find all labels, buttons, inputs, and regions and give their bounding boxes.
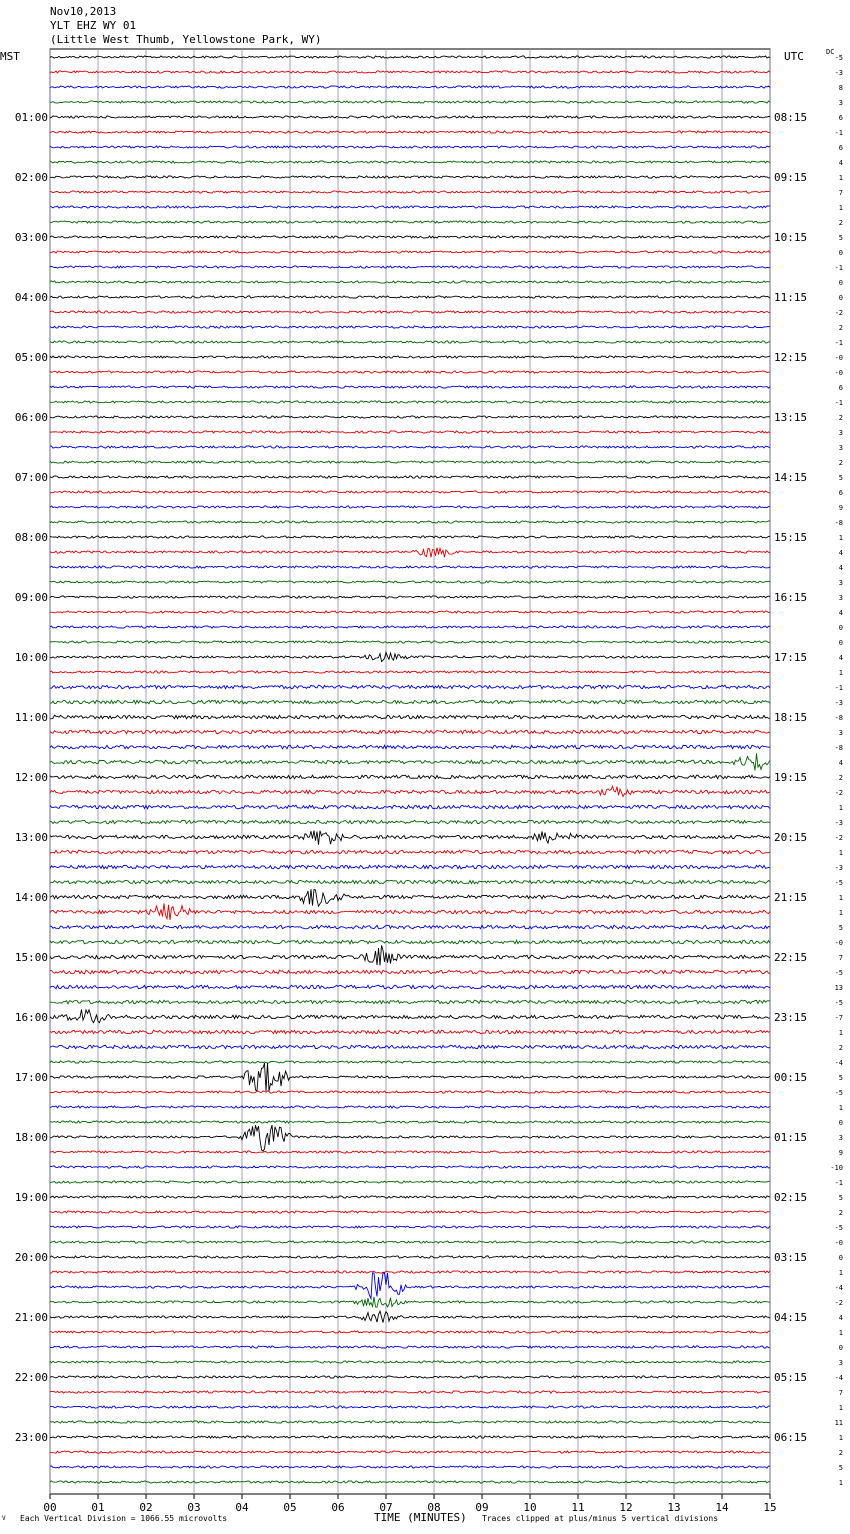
dc-offset-label: 3: [838, 444, 843, 452]
dc-offset-label: -5: [834, 969, 843, 977]
dc-offset-label: 1: [838, 1029, 843, 1037]
trace-row: [50, 191, 770, 193]
mst-hour-label: 18:00: [14, 1131, 48, 1144]
dc-offset-label: -5: [834, 1089, 843, 1097]
mst-hour-label: 14:00: [14, 891, 48, 904]
dc-offset-label: 6: [838, 489, 843, 497]
dc-offset-label: -1: [834, 339, 843, 347]
mst-hour-label: 09:00: [14, 591, 48, 604]
dc-offset-label: 1: [838, 204, 843, 212]
dc-offset-label: 6: [838, 144, 843, 152]
dc-offset-label: 2: [838, 459, 843, 467]
division-note: Each Vertical Division = 1066.55 microvolts: [20, 1514, 228, 1523]
trace-row: [50, 566, 770, 568]
chart-site: (Little West Thumb, Yellowstone Park, WY): [50, 33, 322, 46]
dc-offset-label: 1: [838, 1269, 843, 1277]
minute-tick-label: 01: [91, 1501, 105, 1514]
minute-tick-label: 03: [187, 1501, 201, 1514]
dc-offset-label: -1: [834, 399, 843, 407]
dc-offset-label: 13: [834, 984, 843, 992]
trace-row: [50, 985, 770, 989]
trace-row: [50, 1273, 770, 1299]
trace-row: [50, 446, 770, 448]
trace-row: [50, 131, 770, 133]
mst-hour-label: 06:00: [14, 411, 48, 424]
trace-row: [50, 266, 770, 268]
trace-row: [50, 1421, 770, 1423]
dc-offset-label: 1: [838, 174, 843, 182]
dc-offset-label: -10: [830, 1164, 843, 1172]
dc-offset-label: 9: [838, 1149, 843, 1157]
dc-offset-label: -3: [834, 699, 843, 707]
utc-hour-label: 06:15: [774, 1431, 808, 1444]
trace-row: [50, 146, 770, 148]
utc-hour-label: 22:15: [774, 951, 808, 964]
trace-row: [50, 311, 770, 313]
trace-row: [50, 945, 770, 965]
dc-offset-label: 5: [838, 1464, 843, 1472]
dc-offset-label: 4: [838, 549, 843, 557]
dc-offset-label: -2: [834, 789, 843, 797]
mst-hour-label: 12:00: [14, 771, 48, 784]
trace-row: [50, 903, 770, 920]
trace-row: [50, 176, 770, 178]
trace-row: [50, 1271, 770, 1273]
dc-offset-label: -5: [834, 999, 843, 1007]
utc-hour-label: 03:15: [774, 1251, 808, 1264]
mst-hour-label: 17:00: [14, 1071, 48, 1084]
mst-hour-label: 10:00: [14, 651, 48, 664]
minute-tick-label: 15: [763, 1501, 777, 1514]
chart-channel: YLT EHZ WY 01: [50, 19, 137, 32]
trace-row: [50, 548, 770, 558]
dc-offset-label: 1: [838, 894, 843, 902]
utc-hour-label: 18:15: [774, 711, 808, 724]
dc-offset-label: 3: [838, 1359, 843, 1367]
trace-row: [50, 940, 770, 944]
trace-row: [50, 386, 770, 388]
trace-row: [50, 596, 770, 598]
mst-hour-label: 07:00: [14, 471, 48, 484]
dc-offset-label: 2: [838, 324, 843, 332]
dc-offset-label: 5: [838, 1074, 843, 1082]
trace-row: [50, 536, 770, 538]
trace-row: [50, 296, 770, 298]
trace-row: [50, 775, 770, 779]
dc-offset-label: -3: [834, 819, 843, 827]
trace-row: [50, 1196, 770, 1198]
dc-offset-label: 0: [838, 279, 843, 287]
dc-offset-label: 4: [838, 564, 843, 572]
dc-offset-label: 9: [838, 504, 843, 512]
trace-row: [50, 341, 770, 343]
dc-offset-label: -0: [834, 939, 843, 947]
trace-row: [50, 700, 770, 704]
dc-offset-label: 8: [838, 84, 843, 92]
trace-row: [50, 1211, 770, 1213]
trace-row: [50, 1009, 770, 1022]
trace-row: [50, 805, 770, 809]
clipping-note: Traces clipped at plus/minus 5 vertical divisions: [482, 1514, 719, 1523]
trace-row: [50, 56, 770, 58]
dc-offset-label: 0: [838, 1119, 843, 1127]
trace-row: [50, 1481, 770, 1483]
trace-row: [50, 1181, 770, 1183]
dc-offset-label: 1: [838, 804, 843, 812]
trace-row: [50, 1226, 770, 1228]
trace-row: [50, 641, 770, 643]
trace-row: [50, 1331, 770, 1333]
mst-hour-label: 19:00: [14, 1191, 48, 1204]
dc-offset-label: 4: [838, 159, 843, 167]
trace-row: [50, 831, 770, 845]
trace-row: [50, 1045, 770, 1049]
dc-offset-label: 6: [838, 384, 843, 392]
dc-offset-label: -4: [834, 1059, 843, 1067]
dc-offset-label: 4: [838, 654, 843, 662]
dc-offset-label: 2: [838, 1209, 843, 1217]
trace-row: [50, 521, 770, 523]
trace-row: [50, 1311, 770, 1323]
dc-offset-label: -1: [834, 1179, 843, 1187]
trace-row: [50, 1466, 770, 1468]
trace-row: [50, 281, 770, 283]
utc-hour-label: 11:15: [774, 291, 808, 304]
trace-row: [50, 1256, 770, 1258]
dc-offset-label: -1: [834, 264, 843, 272]
dc-offset-label: -4: [834, 1374, 843, 1382]
dc-offset-label: 4: [838, 1314, 843, 1322]
dc-offset-label: -5: [834, 54, 843, 62]
mst-hour-label: 08:00: [14, 531, 48, 544]
dc-offset-label: -0: [834, 369, 843, 377]
utc-hour-label: 12:15: [774, 351, 808, 364]
dc-offset-label: -1: [834, 684, 843, 692]
trace-row: [50, 1361, 770, 1363]
dc-offset-label: 0: [838, 294, 843, 302]
dc-offset-label: -3: [834, 864, 843, 872]
utc-hour-label: 23:15: [774, 1011, 808, 1024]
utc-hour-label: 19:15: [774, 771, 808, 784]
mst-hour-label: 22:00: [14, 1371, 48, 1384]
dc-offset-label: 0: [838, 1344, 843, 1352]
minute-tick-label: 14: [715, 1501, 729, 1514]
minute-tick-label: 07: [379, 1501, 393, 1514]
trace-row: [50, 1346, 770, 1348]
trace-row: [50, 786, 770, 796]
minute-tick-label: 04: [235, 1501, 249, 1514]
minute-tick-label: 13: [667, 1501, 681, 1514]
dc-offset-label: 0: [838, 249, 843, 257]
trace-row: [50, 401, 770, 403]
dc-offset-label: 2: [838, 1044, 843, 1052]
dc-offset-label: 2: [838, 414, 843, 422]
trace-row: [50, 652, 770, 661]
trace-row: [50, 685, 770, 689]
utc-hour-label: 13:15: [774, 411, 808, 424]
dc-offset-label: 7: [838, 954, 843, 962]
dc-offset-label: 5: [838, 924, 843, 932]
trace-row: [50, 326, 770, 328]
dc-offset-label: 3: [838, 1134, 843, 1142]
dc-offset-label: -5: [834, 879, 843, 887]
trace-row: [50, 865, 770, 869]
chart-date: Nov10,2013: [50, 5, 117, 18]
trace-row: [50, 116, 770, 118]
trace-row: [50, 753, 770, 770]
trace-row: [50, 1121, 770, 1123]
dc-offset-label: -0: [834, 1239, 843, 1247]
trace-row: [50, 730, 770, 734]
dc-offset-label: -8: [834, 744, 843, 752]
minute-tick-label: 12: [619, 1501, 633, 1514]
time-axis-label: TIME (MINUTES): [374, 1511, 467, 1524]
utc-hour-label: 20:15: [774, 831, 808, 844]
dc-offset-label: -8: [834, 714, 843, 722]
dc-offset-label: 1: [838, 669, 843, 677]
mst-hour-label: 23:00: [14, 1431, 48, 1444]
trace-row: [50, 1376, 770, 1378]
mst-hour-label: 02:00: [14, 171, 48, 184]
minute-tick-label: 08: [427, 1501, 441, 1514]
dc-offset-label: -2: [834, 1299, 843, 1307]
utc-hour-label: 17:15: [774, 651, 808, 664]
dc-offset-label: 7: [838, 1389, 843, 1397]
trace-row: [50, 431, 770, 433]
trace-row: [50, 715, 770, 719]
dc-offset-label: 1: [838, 1404, 843, 1412]
dc-offset-label: 2: [838, 774, 843, 782]
utc-hour-label: 21:15: [774, 891, 808, 904]
dc-offset-label: 1: [838, 1434, 843, 1442]
trace-row: [50, 850, 770, 854]
trace-row: [50, 506, 770, 508]
trace-row: [50, 626, 770, 628]
utc-label: UTC: [784, 50, 804, 63]
trace-row: [50, 611, 770, 613]
dc-offset-label: 3: [838, 99, 843, 107]
dc-offset-label: -4: [834, 1284, 843, 1292]
dc-offset-label: 6: [838, 114, 843, 122]
trace-row: [50, 1241, 770, 1243]
dc-offset-label: -8: [834, 519, 843, 527]
trace-row: [50, 221, 770, 223]
minute-tick-label: 11: [571, 1501, 585, 1514]
minute-tick-label: 06: [331, 1501, 345, 1514]
trace-row: [50, 356, 770, 358]
dc-offset-label: 3: [838, 429, 843, 437]
trace-row: [50, 581, 770, 583]
mst-hour-label: 11:00: [14, 711, 48, 724]
trace-row: [50, 71, 770, 73]
trace-row: [50, 1030, 770, 1034]
trace-row: [50, 476, 770, 478]
trace-row: [50, 1063, 770, 1091]
minute-tick-label: 10: [523, 1501, 537, 1514]
dc-offset-label: 0: [838, 639, 843, 647]
utc-hour-label: 04:15: [774, 1311, 808, 1324]
trace-row: [50, 970, 770, 974]
trace-row: [50, 461, 770, 463]
trace-row: [50, 1297, 770, 1307]
utc-hour-label: 16:15: [774, 591, 808, 604]
minute-tick-label: 02: [139, 1501, 153, 1514]
dc-offset-label: 1: [838, 1104, 843, 1112]
utc-hour-label: 09:15: [774, 171, 808, 184]
version-label: V: [2, 1515, 6, 1522]
dc-offset-label: -5: [834, 1224, 843, 1232]
utc-hour-label: 14:15: [774, 471, 808, 484]
trace-row: [50, 251, 770, 253]
dc-offset-label: -2: [834, 834, 843, 842]
trace-row: [50, 371, 770, 373]
trace-row: [50, 491, 770, 493]
dc-offset-label: -7: [834, 1014, 843, 1022]
utc-hour-label: 02:15: [774, 1191, 808, 1204]
trace-row: [50, 161, 770, 163]
mst-hour-label: 15:00: [14, 951, 48, 964]
mst-hour-label: 13:00: [14, 831, 48, 844]
trace-row: [50, 1391, 770, 1393]
trace-row: [50, 1061, 770, 1063]
minute-tick-label: 05: [283, 1501, 297, 1514]
mst-hour-label: 05:00: [14, 351, 48, 364]
dc-offset-label: 5: [838, 234, 843, 242]
trace-row: [50, 86, 770, 88]
utc-hour-label: 15:15: [774, 531, 808, 544]
mst-hour-label: 20:00: [14, 1251, 48, 1264]
dc-offset-label: -0: [834, 354, 843, 362]
dc-offset-label: 5: [838, 1194, 843, 1202]
trace-row: [50, 416, 770, 418]
trace-row: [50, 1000, 770, 1004]
mst-hour-label: 01:00: [14, 111, 48, 124]
dc-offset-label: 2: [838, 1449, 843, 1457]
dc-offset-label: 1: [838, 849, 843, 857]
trace-row: [50, 1106, 770, 1108]
utc-hour-label: 05:15: [774, 1371, 808, 1384]
dc-offset-label: 3: [838, 594, 843, 602]
dc-offset-label: 4: [838, 759, 843, 767]
trace-row: [50, 1125, 770, 1151]
utc-hour-label: 10:15: [774, 231, 808, 244]
dc-offset-label: 5: [838, 474, 843, 482]
mst-hour-label: 04:00: [14, 291, 48, 304]
mst-hour-label: 21:00: [14, 1311, 48, 1324]
trace-row: [50, 1091, 770, 1093]
utc-hour-label: 01:15: [774, 1131, 808, 1144]
trace-row: [50, 236, 770, 238]
dc-offset-label: 11: [834, 1419, 843, 1427]
trace-row: [50, 889, 770, 906]
dc-offset-label: 0: [838, 624, 843, 632]
trace-row: [50, 820, 770, 823]
dc-offset-label: -1: [834, 129, 843, 137]
trace-row: [50, 206, 770, 208]
trace-row: [50, 1406, 770, 1408]
dc-offset-label: 0: [838, 1254, 843, 1262]
dc-label: DC: [826, 48, 835, 56]
mst-label: MST: [0, 50, 20, 63]
dc-offset-label: 1: [838, 909, 843, 917]
minute-tick-label: 00: [43, 1501, 57, 1514]
dc-offset-label: 1: [838, 1479, 843, 1487]
dc-offset-label: 3: [838, 729, 843, 737]
trace-row: [50, 745, 770, 749]
trace-row: [50, 101, 770, 103]
trace-row: [50, 880, 770, 884]
utc-hour-label: 00:15: [774, 1071, 808, 1084]
trace-row: [50, 1166, 770, 1168]
trace-row: [50, 1451, 770, 1453]
trace-row: [50, 1436, 770, 1438]
trace-row: [50, 1151, 770, 1153]
dc-offset-label: 4: [838, 609, 843, 617]
mst-hour-label: 16:00: [14, 1011, 48, 1024]
trace-row: [50, 671, 770, 673]
minute-tick-label: 09: [475, 1501, 489, 1514]
dc-offset-label: 7: [838, 189, 843, 197]
dc-offset-label: 3: [838, 579, 843, 587]
utc-hour-label: 08:15: [774, 111, 808, 124]
dc-offset-label: -3: [834, 69, 843, 77]
dc-offset-label: -2: [834, 309, 843, 317]
mst-hour-label: 03:00: [14, 231, 48, 244]
dc-offset-label: 1: [838, 534, 843, 542]
trace-row: [50, 925, 770, 929]
dc-offset-label: 1: [838, 1329, 843, 1337]
dc-offset-label: 2: [838, 219, 843, 227]
